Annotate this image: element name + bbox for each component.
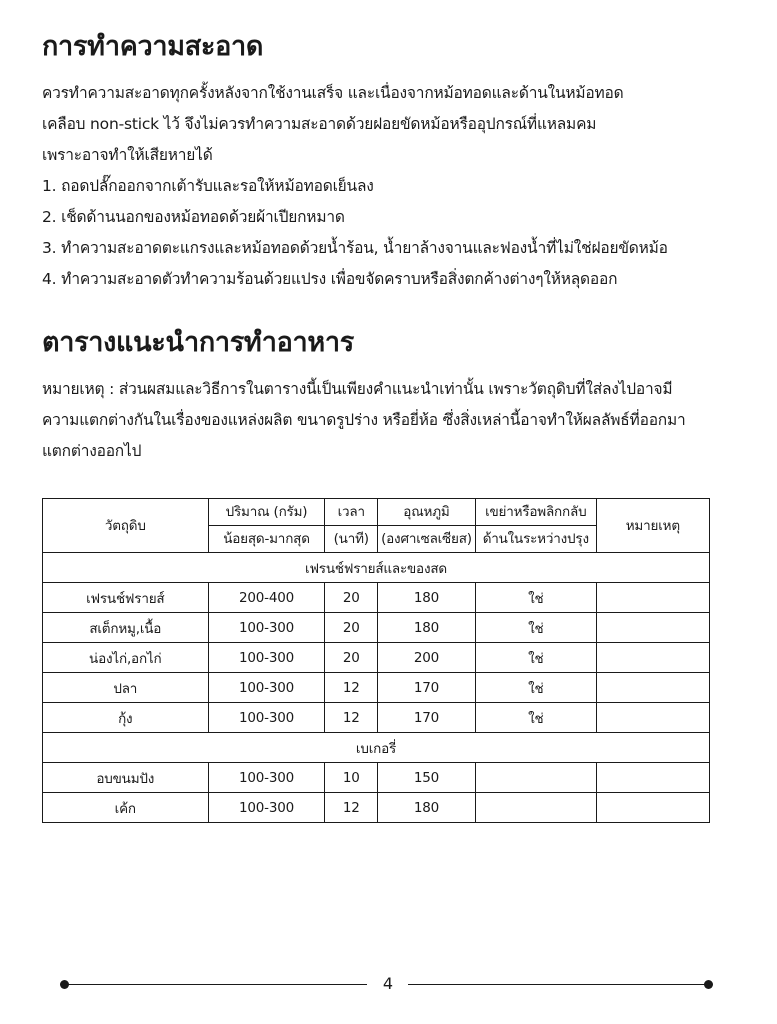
note-line: แตกต่างออกไป — [42, 442, 142, 460]
cell-remark — [596, 673, 709, 703]
table-row — [43, 793, 710, 823]
cell-shake: ใช่ — [475, 583, 596, 613]
footer-right-dot — [704, 980, 713, 989]
note-line: หมายเหตุ : ส่วนผสมและวิธีการในตารางนี้เป็นเพียงคำแนะนำเท่านั้น เพราะวัตถุดิบที่ใส่ลงไปอาจมี — [42, 380, 673, 398]
cell-ingredient: เฟรนช์ฟรายส์ — [43, 583, 209, 613]
table-row — [43, 703, 710, 733]
page-number: 4 — [382, 974, 394, 993]
cell-shake: ใช่ — [475, 673, 596, 703]
cell-temp: 180 — [378, 613, 476, 643]
cell-ingredient: เค้ก — [43, 793, 209, 823]
cell-shake: ใช่ — [475, 613, 596, 643]
cooking-table-heading: ตารางแนะนำการทำอาหาร — [42, 327, 354, 358]
section-row — [43, 553, 710, 583]
cell-amount: 100-300 — [208, 763, 325, 793]
cell-ingredient: กุ้ง — [43, 703, 209, 733]
cell-amount: 100-300 — [208, 673, 325, 703]
header-remark: หมายเหตุ — [596, 499, 709, 553]
cell-shake — [475, 793, 596, 823]
cell-amount: 100-300 — [208, 793, 325, 823]
note-line: ความแตกต่างกันในเรื่องของแหล่งผลิต ขนาดรูปร่าง หรือยี่ห้อ ซึ่งสิ่งเหล่านี้อาจทำให้ผลลัพธ์ที่ออกมา — [42, 411, 686, 429]
cooking-note — [42, 374, 742, 467]
page-footer — [0, 972, 777, 1002]
cell-remark — [596, 763, 709, 793]
cleaning-step-4: 4. ทำความสะอาดตัวทำความร้อนด้วยแปรง เพื่อขจัดคราบหรือสิ่งตกค้างต่างๆให้หลุดออก — [42, 270, 618, 288]
table-row — [43, 583, 710, 613]
cell-remark — [596, 703, 709, 733]
table-row — [43, 613, 710, 643]
header-shake-bottom: ด้านในระหว่างปรุง — [475, 526, 596, 553]
cell-time: 20 — [325, 583, 378, 613]
cell-amount: 100-300 — [208, 643, 325, 673]
cleaning-heading: การทำความสะอาด — [42, 31, 264, 62]
cleaning-step-1: 1. ถอดปลั๊กออกจากเต้ารับและรอให้หม้อทอดเย็นลง — [42, 177, 374, 195]
footer-right-line — [408, 984, 708, 985]
cell-shake — [475, 763, 596, 793]
section-fries-fresh: เฟรนช์ฟรายส์และของสด — [43, 553, 710, 583]
section-bakery: เบเกอรี่ — [43, 733, 710, 763]
footer-left-line — [64, 984, 367, 985]
table-row — [43, 763, 710, 793]
header-temp-bottom: (องศาเซลเซียส) — [378, 526, 476, 553]
cleaning-line: เคลือบ non-stick ไว้ จึงไม่ควรทำความสะอาดด้วยฝอยขัดหม้อหรืออุปกรณ์ที่แหลมคม — [42, 115, 597, 133]
cell-remark — [596, 643, 709, 673]
table-header-row — [43, 499, 710, 526]
cleaning-instructions — [42, 78, 742, 295]
cell-temp: 150 — [378, 763, 476, 793]
cell-time: 10 — [325, 763, 378, 793]
cell-time: 20 — [325, 643, 378, 673]
cleaning-step-2: 2. เช็ดด้านนอกของหม้อทอดด้วยผ้าเปียกหมาด — [42, 208, 345, 226]
cell-temp: 170 — [378, 673, 476, 703]
header-amount-bottom: น้อยสุด-มากสุด — [208, 526, 325, 553]
cell-amount: 100-300 — [208, 703, 325, 733]
cell-shake: ใช่ — [475, 643, 596, 673]
cell-amount: 100-300 — [208, 613, 325, 643]
cooking-table — [42, 498, 710, 823]
cell-temp: 180 — [378, 583, 476, 613]
cell-shake: ใช่ — [475, 703, 596, 733]
table-row — [43, 643, 710, 673]
cell-amount: 200-400 — [208, 583, 325, 613]
cell-time: 12 — [325, 793, 378, 823]
cleaning-line: ควรทำความสะอาดทุกครั้งหลังจากใช้งานเสร็จ และเนื่องจากหม้อทอดและด้านในหม้อทอด — [42, 84, 624, 102]
cell-remark — [596, 583, 709, 613]
header-time-top: เวลา — [325, 499, 378, 526]
cell-ingredient: ปลา — [43, 673, 209, 703]
section-row — [43, 733, 710, 763]
cell-ingredient: อบขนมปัง — [43, 763, 209, 793]
header-ingredient: วัตถุดิบ — [43, 499, 209, 553]
header-shake-top: เขย่าหรือพลิกกลับ — [475, 499, 596, 526]
cell-time: 20 — [325, 613, 378, 643]
cell-time: 12 — [325, 703, 378, 733]
cell-remark — [596, 613, 709, 643]
header-time-bottom: (นาที) — [325, 526, 378, 553]
cell-temp: 200 — [378, 643, 476, 673]
cell-ingredient: สเต็กหมู,เนื้อ — [43, 613, 209, 643]
cell-temp: 180 — [378, 793, 476, 823]
cleaning-line: เพราะอาจทำให้เสียหายได้ — [42, 146, 213, 164]
header-temp-top: อุณหภูมิ — [378, 499, 476, 526]
cell-remark — [596, 793, 709, 823]
cell-ingredient: น่องไก่,อกไก่ — [43, 643, 209, 673]
cell-time: 12 — [325, 673, 378, 703]
cell-temp: 170 — [378, 703, 476, 733]
table-row — [43, 673, 710, 703]
header-amount-top: ปริมาณ (กรัม) — [208, 499, 325, 526]
cleaning-step-3: 3. ทำความสะอาดตะแกรงและหม้อทอดด้วยน้ำร้อน, น้ำยาล้างจานและฟองน้ำที่ไม่ใช่ฝอยขัดหม้อ — [42, 239, 668, 257]
